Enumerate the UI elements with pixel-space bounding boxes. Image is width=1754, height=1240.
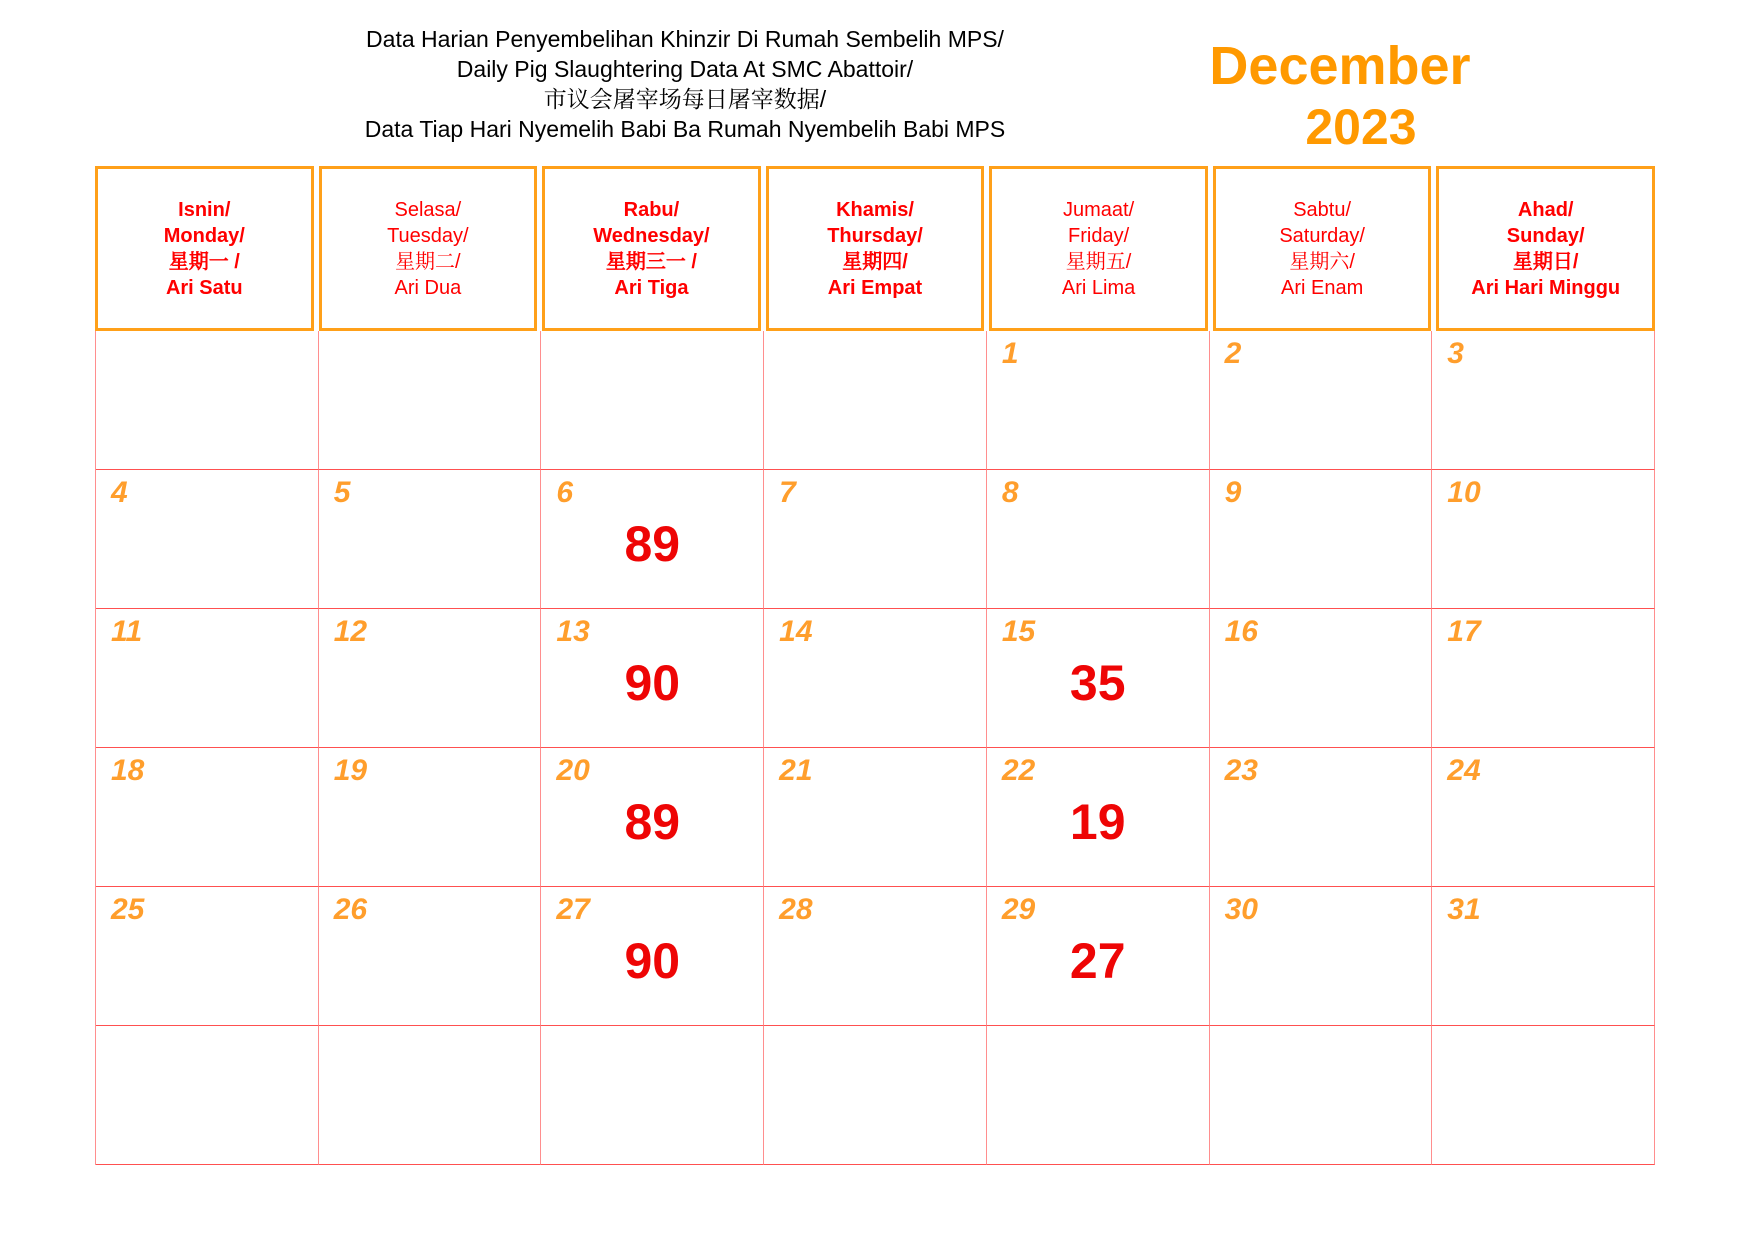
day-number [541, 337, 763, 371]
day-number: 30 [1224, 893, 1258, 926]
day-cell [987, 887, 1210, 1026]
day-number: 7 [779, 476, 796, 509]
weekday-header-saturday [1213, 166, 1432, 331]
day-number: 1 [1001, 337, 1019, 370]
day-number: 27 [556, 893, 590, 926]
day-number: 8 [1001, 476, 1019, 509]
weekday-line: 星期六/ [1289, 250, 1355, 273]
day-cell [1210, 331, 1433, 470]
day-cell [987, 331, 1210, 470]
slaughter-count: 89 [624, 794, 681, 850]
day-cell [1210, 748, 1433, 887]
slaughter-count [1432, 796, 1654, 848]
weekday-line: Ari Tiga [614, 276, 689, 299]
slaughter-count [1432, 1074, 1654, 1126]
weekday-header-sunday [1436, 166, 1655, 331]
slaughter-count [1432, 935, 1654, 987]
slaughter-count [764, 379, 986, 431]
slaughter-count [319, 935, 541, 987]
slaughter-count [1210, 379, 1432, 431]
day-number: 15 [1001, 615, 1036, 648]
slaughter-count [96, 935, 318, 987]
day-cell [1210, 887, 1433, 1026]
day-cell [764, 470, 987, 609]
slaughter-count [1210, 518, 1432, 570]
day-cell [764, 331, 987, 470]
day-number [319, 337, 541, 371]
weekday-line: Ari Dua [394, 276, 462, 299]
day-cell [764, 1026, 987, 1165]
day-cell [96, 748, 319, 887]
day-cell [987, 470, 1210, 609]
day-cell [541, 470, 764, 609]
calendar-body [95, 331, 1655, 1165]
weekday-line: Monday/ [163, 224, 245, 247]
weekday-header-friday [989, 166, 1208, 331]
weekday-line: 星期一 / [168, 250, 240, 273]
weekday-line: 星期四/ [842, 250, 908, 273]
day-cell [541, 331, 764, 470]
day-number: 13 [556, 615, 590, 648]
slaughter-count [96, 1074, 318, 1126]
slaughter-count [987, 379, 1209, 431]
day-number: 16 [1224, 615, 1258, 648]
title-line-malay: Data Harian Penyembelihan Khinzir Di Rumah Sembelih MPS/ [366, 26, 1004, 52]
slaughter-count [1432, 518, 1654, 570]
slaughter-count [1432, 379, 1654, 431]
day-number [541, 1032, 763, 1066]
slaughter-count [764, 518, 986, 570]
weekday-line: Friday/ [1068, 224, 1130, 247]
title-line-english: Daily Pig Slaughtering Data At SMC Abattoir/ [456, 56, 914, 82]
day-number [764, 1032, 986, 1066]
slaughter-count: 90 [624, 933, 681, 989]
day-cell [96, 887, 319, 1026]
slaughter-count [541, 1074, 763, 1126]
slaughter-count [96, 796, 318, 848]
slaughter-count [96, 518, 318, 570]
day-cell [987, 1026, 1210, 1165]
day-cell [541, 748, 764, 887]
slaughter-count [96, 379, 318, 431]
day-number: 6 [556, 476, 574, 509]
slaughter-count [1210, 796, 1432, 848]
day-cell [764, 887, 987, 1026]
day-number: 28 [779, 893, 813, 926]
day-cell [96, 1026, 319, 1165]
day-number: 17 [1447, 615, 1481, 648]
slaughter-count: 19 [1069, 794, 1126, 850]
weekday-line: Ari Enam [1281, 276, 1364, 299]
day-number: 12 [333, 615, 368, 648]
day-number: 10 [1447, 476, 1481, 509]
day-number: 21 [779, 754, 813, 787]
title-line-chinese: 市议会屠宰场每日屠宰数据/ [543, 86, 827, 112]
day-cell [1432, 887, 1655, 1026]
weekday-line: Sabtu/ [1293, 198, 1352, 221]
day-number [96, 337, 318, 371]
weekday-line: Ari Lima [1061, 276, 1136, 299]
weekday-line: Selasa/ [394, 198, 462, 221]
day-number: 9 [1224, 476, 1242, 509]
weekday-line: Ari Empat [827, 276, 923, 299]
day-number [764, 337, 986, 371]
slaughter-count [319, 657, 541, 709]
month-label [1190, 36, 1490, 158]
calendar-header [95, 166, 1655, 331]
day-cell [1210, 470, 1433, 609]
day-number: 2 [1224, 337, 1242, 370]
day-cell [987, 609, 1210, 748]
weekday-line: Wednesday/ [593, 224, 710, 247]
slaughter-count [987, 1074, 1209, 1126]
weekday-line: Ari Satu [165, 276, 243, 299]
day-number: 5 [333, 476, 351, 509]
day-number: 4 [111, 476, 128, 509]
day-cell [987, 748, 1210, 887]
day-cell [319, 748, 542, 887]
slaughter-count: 90 [624, 655, 681, 711]
weekday-line: Rabu/ [623, 198, 680, 221]
day-number [319, 1032, 541, 1066]
slaughter-count: 27 [1069, 933, 1126, 989]
day-cell [319, 609, 542, 748]
slaughter-count [1210, 657, 1432, 709]
slaughter-count [319, 796, 541, 848]
weekday-line: Sunday/ [1506, 224, 1585, 247]
page-title [90, 24, 1280, 144]
slaughter-count [1210, 1074, 1432, 1126]
day-number: 14 [779, 615, 813, 648]
day-cell [764, 609, 987, 748]
slaughter-count [1432, 657, 1654, 709]
title-line-iban: Data Tiap Hari Nyemelih Babi Ba Rumah Nyembelih Babi MPS [364, 116, 1006, 142]
slaughter-count: 89 [624, 516, 681, 572]
day-number: 22 [1001, 754, 1036, 787]
slaughter-count [541, 379, 763, 431]
day-cell [96, 609, 319, 748]
day-cell [1432, 470, 1655, 609]
day-number: 29 [1001, 893, 1036, 926]
day-cell [96, 470, 319, 609]
weekday-header-tuesday [319, 166, 538, 331]
day-number: 31 [1447, 893, 1481, 926]
day-number: 20 [556, 754, 590, 787]
slaughter-count [764, 1074, 986, 1126]
weekday-header-thursday [766, 166, 985, 331]
day-cell [319, 470, 542, 609]
slaughter-count: 35 [1069, 655, 1126, 711]
day-cell [1210, 609, 1433, 748]
day-cell [541, 887, 764, 1026]
weekday-line: 星期二/ [395, 250, 461, 273]
weekday-line: Thursday/ [827, 224, 923, 247]
month-year: 2023 [1305, 99, 1417, 155]
slaughter-count [764, 796, 986, 848]
weekday-line: Ahad/ [1517, 198, 1574, 221]
day-number: 11 [111, 615, 143, 648]
calendar [95, 166, 1655, 1165]
slaughter-count [319, 1074, 541, 1126]
day-cell [541, 609, 764, 748]
slaughter-count [764, 935, 986, 987]
day-cell [319, 1026, 542, 1165]
weekday-header-monday [95, 166, 314, 331]
weekday-line: 星期日/ [1512, 250, 1579, 273]
slaughter-count [319, 379, 541, 431]
day-cell [764, 748, 987, 887]
day-cell [1432, 331, 1655, 470]
day-number: 26 [333, 893, 368, 926]
day-cell [1432, 609, 1655, 748]
slaughter-count [319, 518, 541, 570]
weekday-line: Jumaat/ [1062, 198, 1135, 221]
weekday-line: Tuesday/ [387, 224, 469, 247]
day-number: 18 [111, 754, 145, 787]
day-cell [319, 331, 542, 470]
weekday-line: Saturday/ [1279, 224, 1365, 247]
month-name: December [1209, 36, 1471, 96]
slaughter-count [764, 657, 986, 709]
day-number [1210, 1032, 1432, 1066]
weekday-line: 星期三一 / [605, 250, 697, 273]
day-cell [96, 331, 319, 470]
day-cell [541, 1026, 764, 1165]
day-cell [1210, 1026, 1433, 1165]
day-number: 25 [111, 893, 145, 926]
day-cell [1432, 1026, 1655, 1165]
day-cell [319, 887, 542, 1026]
weekday-line: Khamis/ [836, 198, 914, 221]
day-number: 23 [1224, 754, 1258, 787]
day-number: 19 [333, 754, 368, 787]
day-number: 3 [1447, 337, 1464, 370]
day-number: 24 [1447, 754, 1481, 787]
slaughter-count [987, 518, 1209, 570]
weekday-header-wednesday [542, 166, 761, 331]
day-cell [1432, 748, 1655, 887]
day-number [1432, 1032, 1654, 1066]
day-number [987, 1032, 1209, 1066]
weekday-line: Ari Hari Minggu [1471, 276, 1621, 299]
weekday-line: 星期五/ [1065, 250, 1132, 273]
weekday-line: Isnin/ [178, 198, 231, 221]
day-number [96, 1032, 318, 1066]
slaughter-count [1210, 935, 1432, 987]
slaughter-count [96, 657, 318, 709]
